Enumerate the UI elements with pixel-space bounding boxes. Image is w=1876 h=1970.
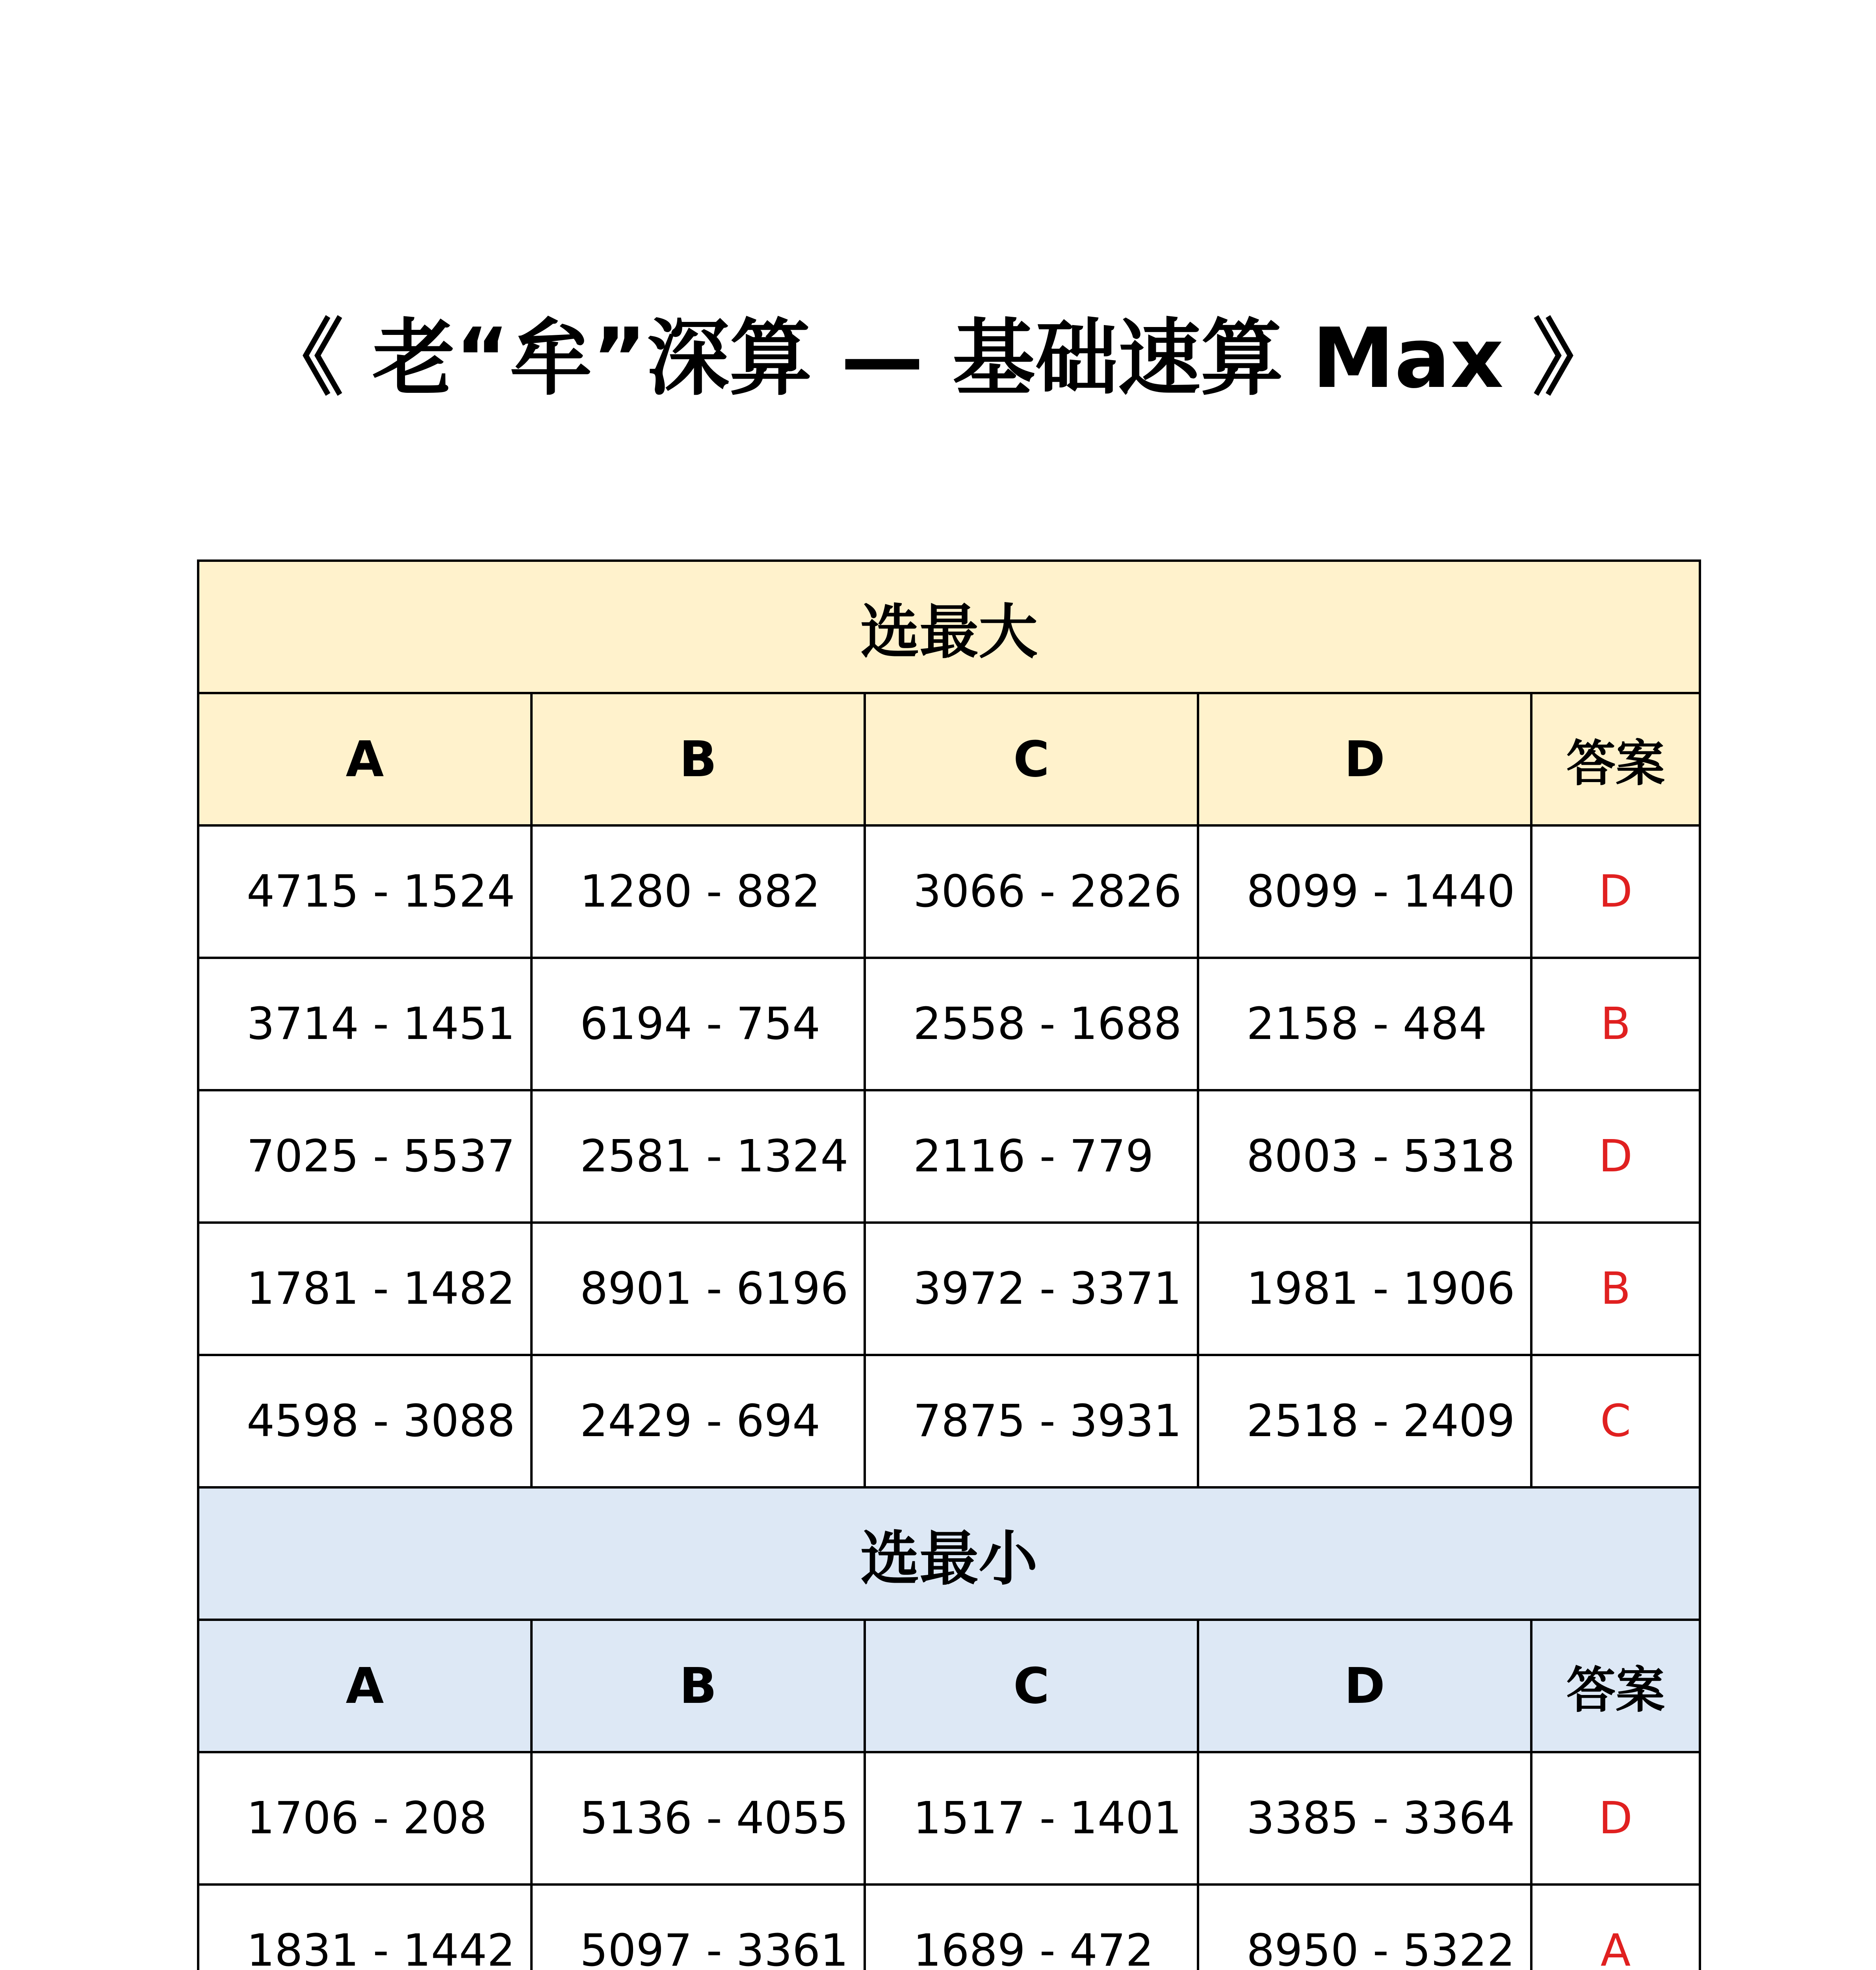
answer-cell: D — [1531, 1752, 1700, 1885]
expression-cell: 3714 - 1451 — [198, 958, 531, 1090]
expression-cell: 1689 - 472 — [865, 1885, 1198, 1970]
section-header-max — [198, 561, 1700, 693]
expression-cell: 2116 - 779 — [865, 1090, 1198, 1223]
table-row — [198, 1090, 1700, 1223]
expression-cell: 7025 - 5537 — [198, 1090, 531, 1223]
column-header-b: B — [531, 693, 865, 825]
answer-cell: D — [1531, 825, 1700, 958]
table-row — [198, 1885, 1700, 1970]
expression-cell: 4598 - 3088 — [198, 1355, 531, 1487]
column-header-b: B — [531, 1620, 865, 1752]
section-title: 选最小 — [198, 1487, 1700, 1620]
answer-cell: A — [1531, 1885, 1700, 1970]
section-header-min — [198, 1487, 1700, 1620]
column-header-d: D — [1198, 693, 1531, 825]
table-row — [198, 1752, 1700, 1885]
column-header-row — [198, 693, 1700, 825]
expression-cell: 1981 - 1906 — [1198, 1223, 1531, 1355]
expression-cell: 8099 - 1440 — [1198, 825, 1531, 958]
expression-cell: 1831 - 1442 — [198, 1885, 531, 1970]
answer-cell: B — [1531, 1223, 1700, 1355]
page-title: 《 老“牟”深算 — 基础速算 Max 》 — [261, 310, 1615, 407]
answer-cell: B — [1531, 958, 1700, 1090]
section-title: 选最大 — [198, 561, 1700, 693]
expression-cell: 2558 - 1688 — [865, 958, 1198, 1090]
answer-cell: D — [1531, 1090, 1700, 1223]
expression-cell: 8003 - 5318 — [1198, 1090, 1531, 1223]
expression-cell: 2429 - 694 — [531, 1355, 865, 1487]
column-header-answer: 答案 — [1531, 1620, 1700, 1752]
table-row — [198, 1223, 1700, 1355]
expression-cell: 1781 - 1482 — [198, 1223, 531, 1355]
expression-cell: 5136 - 4055 — [531, 1752, 865, 1885]
expression-cell: 6194 - 754 — [531, 958, 865, 1090]
expression-cell: 3972 - 3371 — [865, 1223, 1198, 1355]
column-header-c: C — [865, 693, 1198, 825]
expression-cell: 1706 - 208 — [198, 1752, 531, 1885]
quiz-table — [197, 559, 1701, 1970]
expression-cell: 2581 - 1324 — [531, 1090, 865, 1223]
table-row — [198, 825, 1700, 958]
expression-cell: 4715 - 1524 — [198, 825, 531, 958]
expression-cell: 8950 - 5322 — [1198, 1885, 1531, 1970]
column-header-row — [198, 1620, 1700, 1752]
column-header-a: A — [198, 693, 531, 825]
expression-cell: 5097 - 3361 — [531, 1885, 865, 1970]
answer-cell: C — [1531, 1355, 1700, 1487]
expression-cell: 1517 - 1401 — [865, 1752, 1198, 1885]
table-row — [198, 958, 1700, 1090]
expression-cell: 8901 - 6196 — [531, 1223, 865, 1355]
expression-cell: 3385 - 3364 — [1198, 1752, 1531, 1885]
column-header-c: C — [865, 1620, 1198, 1752]
expression-cell: 3066 - 2826 — [865, 825, 1198, 958]
table-row — [198, 1355, 1700, 1487]
expression-cell: 7875 - 3931 — [865, 1355, 1198, 1487]
column-header-answer: 答案 — [1531, 693, 1700, 825]
expression-cell: 2518 - 2409 — [1198, 1355, 1531, 1487]
column-header-a: A — [198, 1620, 531, 1752]
expression-cell: 1280 - 882 — [531, 825, 865, 958]
expression-cell: 2158 - 484 — [1198, 958, 1531, 1090]
column-header-d: D — [1198, 1620, 1531, 1752]
